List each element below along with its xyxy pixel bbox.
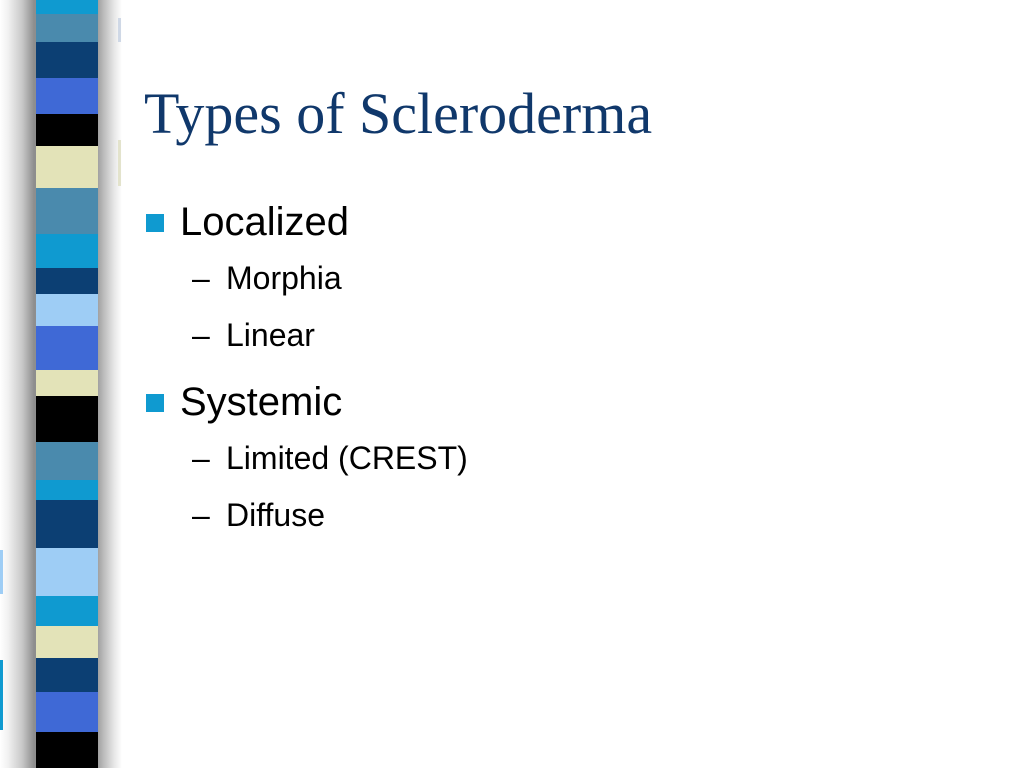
banner-edge-mark [118, 140, 121, 186]
banner-stripe [36, 42, 98, 78]
banner-edge-mark [0, 660, 3, 730]
banner-stripe [36, 500, 98, 548]
banner-stripe [36, 480, 98, 500]
banner-stripe [36, 732, 98, 768]
square-bullet-icon [146, 214, 164, 232]
dash-marker: – [192, 440, 210, 476]
banner-stripe [36, 234, 98, 268]
sub-bullet-label: Linear [226, 317, 315, 353]
banner-stripe [36, 294, 98, 326]
banner-stripe [36, 396, 98, 442]
banner-stripe [36, 78, 98, 114]
dash-marker: – [192, 317, 210, 353]
banner-stripe [36, 658, 98, 692]
left-stripe-banner [36, 0, 98, 768]
dash-marker: – [192, 260, 210, 296]
banner-stripe [36, 146, 98, 188]
banner-stripe [36, 370, 98, 396]
sub-bullet-label: Limited (CREST) [226, 440, 468, 476]
bullet-label: Systemic [180, 380, 343, 424]
banner-stripe [36, 442, 98, 480]
banner-stripe [36, 268, 98, 294]
sub-bullet-label: Morphia [226, 260, 342, 296]
banner-edge-mark [0, 550, 3, 594]
bullet-label: Localized [180, 200, 350, 244]
banner-stripe [36, 188, 98, 234]
banner-stripe [36, 626, 98, 658]
banner-stripe [36, 14, 98, 42]
slide-title: Types of Scleroderma [144, 81, 653, 146]
banner-stripe [36, 548, 98, 596]
banner-edge-mark [118, 18, 121, 42]
banner-stripe [36, 0, 98, 14]
banner-stripe [36, 114, 98, 146]
banner-stripe [36, 692, 98, 732]
sub-bullet-label: Diffuse [226, 497, 326, 533]
dash-marker: – [192, 497, 210, 533]
square-bullet-icon [146, 394, 164, 412]
banner-stripe [36, 596, 98, 626]
banner-stripe [36, 326, 98, 370]
